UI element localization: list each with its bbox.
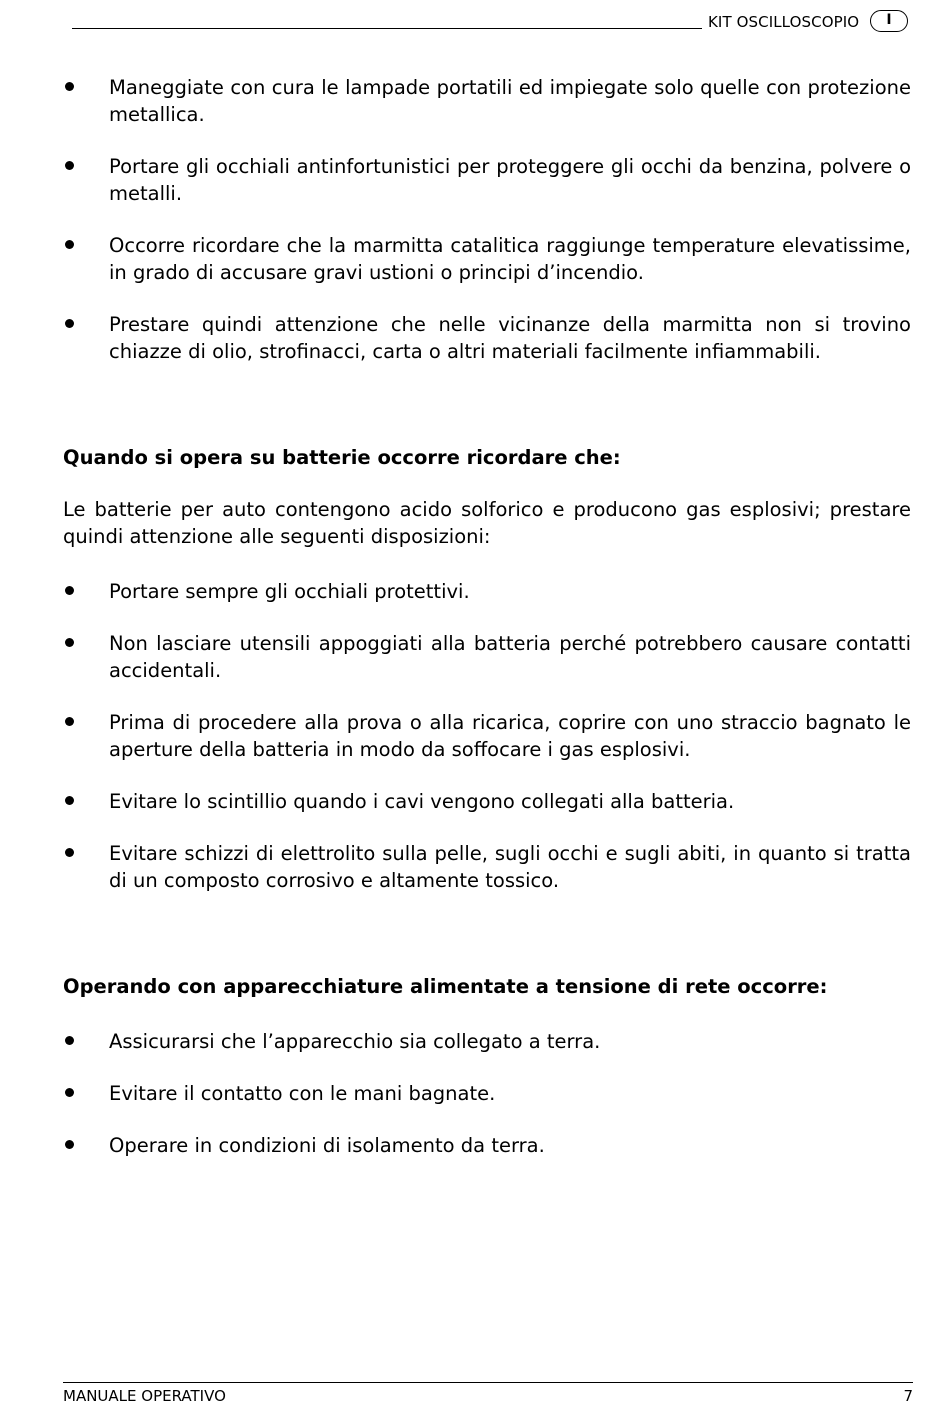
list-item-text: Non lasciare utensili appoggiati alla batteria perché potrebbero causare contatti accidentali.	[109, 632, 911, 682]
bullet-icon	[65, 1036, 74, 1045]
footer-manual-label: MANUALE OPERATIVO	[63, 1387, 226, 1405]
header-title: KIT OSCILLOSCOPIO	[708, 13, 860, 31]
safety-list-mains-power	[63, 1028, 911, 1159]
bullet-icon	[65, 319, 74, 328]
list-item-text: Assicurarsi che l’apparecchio sia collegato a terra.	[109, 1030, 601, 1053]
list-item-text: Evitare il contatto con le mani bagnate.	[109, 1082, 496, 1105]
list-item	[63, 1132, 911, 1159]
header-rule	[72, 28, 702, 29]
list-item	[63, 153, 911, 207]
list-item	[63, 311, 911, 365]
list-item-text: Evitare lo scintillio quando i cavi vengono collegati alla batteria.	[109, 790, 735, 813]
list-item	[63, 630, 911, 684]
bullet-icon	[65, 638, 74, 647]
page-footer	[63, 1382, 913, 1405]
list-item-text: Portare sempre gli occhiali protettivi.	[109, 580, 470, 603]
list-item	[63, 1080, 911, 1107]
list-item	[63, 1028, 911, 1055]
batteries-intro: Le batterie per auto contengono acido solforico e producono gas esplosivi; prestare quindi attenzione alle seguenti disposizioni:	[63, 498, 911, 548]
list-item	[63, 232, 911, 286]
bullet-icon	[65, 240, 74, 249]
list-item	[63, 788, 911, 815]
safety-list-general	[63, 74, 911, 365]
bullet-icon	[65, 161, 74, 170]
list-item	[63, 74, 911, 128]
section-heading-batteries: Quando si opera su batterie occorre ricordare che:	[63, 446, 621, 469]
bullet-icon	[65, 848, 74, 857]
list-item-text: Operare in condizioni di isolamento da terra.	[109, 1134, 545, 1157]
list-item-text: Prima di procedere alla prova o alla ricarica, coprire con uno straccio bagnato le aperture della batteria in modo da soffocare i gas esplosivi.	[109, 711, 911, 761]
footer-page-number: 7	[903, 1387, 913, 1405]
bullet-icon	[65, 586, 74, 595]
bullet-icon	[65, 1140, 74, 1149]
list-item	[63, 709, 911, 763]
language-badge: I	[870, 10, 908, 32]
bullet-icon	[65, 796, 74, 805]
list-item-text: Evitare schizzi di elettrolito sulla pelle, sugli occhi e sugli abiti, in quanto si tratta di un composto corrosivo e altamente tossico.	[109, 842, 911, 892]
section-heading-mains-power: Operando con apparecchiature alimentate a tensione di rete occorre:	[63, 975, 828, 998]
bullet-icon	[65, 82, 74, 91]
page-content	[63, 74, 911, 1159]
list-item-text: Prestare quindi attenzione che nelle vicinanze della marmitta non si trovino chiazze di olio, strofinacci, carta o altri materiali facilmente infiammabili.	[109, 313, 911, 363]
safety-list-batteries	[63, 578, 911, 894]
list-item-text: Portare gli occhiali antinfortunistici per proteggere gli occhi da benzina, polvere o metalli.	[109, 155, 911, 205]
list-item	[63, 840, 911, 894]
list-item-text: Maneggiate con cura le lampade portatili ed impiegate solo quelle con protezione metallica.	[109, 76, 911, 126]
bullet-icon	[65, 717, 74, 726]
page-header	[72, 10, 910, 36]
list-item-text: Occorre ricordare che la marmitta catalitica raggiunge temperature elevatissime, in grado di accusare gravi ustioni o principi d’incendio.	[109, 234, 911, 284]
bullet-icon	[65, 1088, 74, 1097]
list-item	[63, 578, 911, 605]
